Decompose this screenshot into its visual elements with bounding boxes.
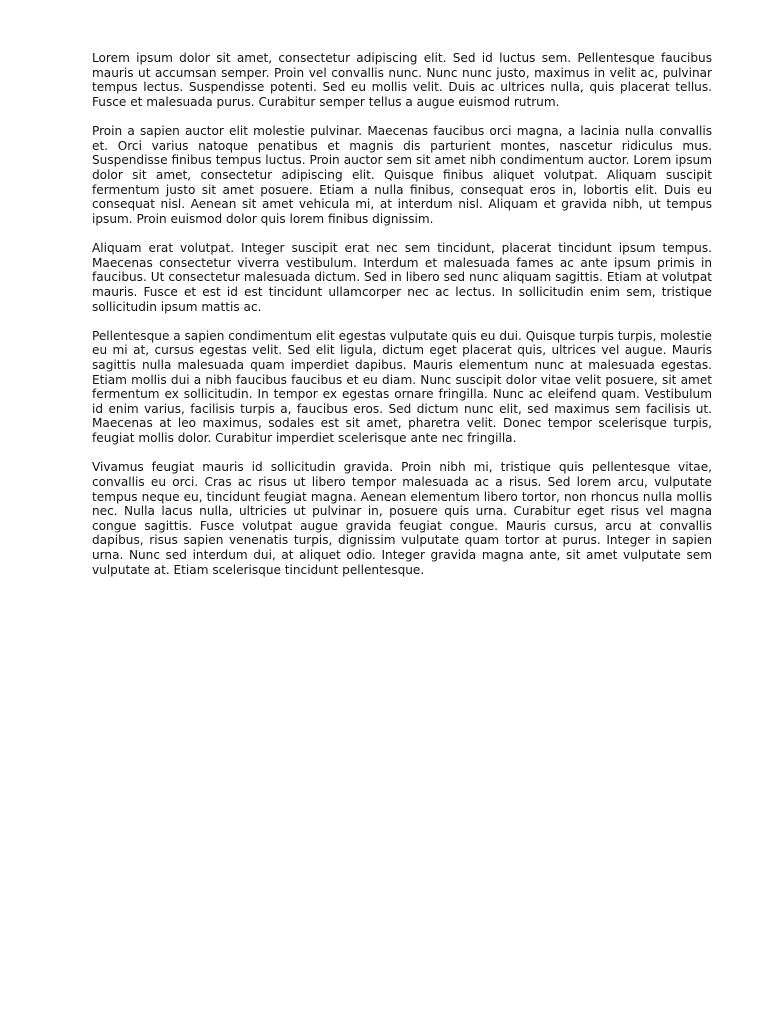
paragraph-3: Aliquam erat volutpat. Integer suscipit erat nec sem tincidunt, placerat tincidunt ipsum tempus. Maecenas consectetur viverra vestibulum. Interdum et malesuada fames ac ante ipsum primis in faucibus. Ut consectetur malesuada dictum. Sed in libero sed nunc aliquam sagittis. Etiam at volutpat mauris. Fusce et est id est tincidunt ullamcorper nec ac lectus. In sollicitudin enim sem, tristique sollicitudin ipsum mattis ac. — [92, 241, 712, 314]
paragraph-2: Proin a sapien auctor elit molestie pulvinar. Maecenas faucibus orci magna, a lacinia nulla convallis et. Orci varius natoque penatibus et magnis dis parturient montes, nascetur ridiculus mus. Suspendisse finibus tempus luctus. Proin auctor sem sit amet nibh condimentum auctor. Lorem ipsum dolor sit amet, consectetur adipiscing elit. Quisque finibus aliquet volutpat. Aliquam suscipit fermentum justo sit amet posuere. Etiam a nulla finibus, consequat eros in, lobortis elit. Duis eu consequat nisl. Aenean sit amet vehicula mi, at interdum nisl. Aliquam et gravida nibh, ut tempus ipsum. Proin euismod dolor quis lorem finibus dignissim. — [92, 124, 712, 226]
paragraph-4: Pellentesque a sapien condimentum elit egestas vulputate quis eu dui. Quisque turpis turpis, molestie eu mi at, cursus egestas velit. Sed elit ligula, dictum eget placerat quis, ultrices vel augue. Mauris sagittis nulla malesuada quam imperdiet dapibus. Mauris elementum nunc at malesuada egestas. Etiam mollis dui a nibh faucibus faucibus et eu diam. Nunc suscipit dolor vitae velit posuere, sit amet fermentum ex sollicitudin. In tempor ex egestas ornare fringilla. Nunc ac eleifend quam. Vestibulum id enim varius, facilisis turpis a, faucibus eros. Sed dictum nunc elit, sed maximus sem facilisis ut. Maecenas at leo maximus, sodales est sit amet, pharetra velit. Donec tempor scelerisque turpis, feugiat mollis dolor. Curabitur imperdiet scelerisque ante nec fringilla. — [92, 328, 712, 446]
paragraph-5: Vivamus feugiat mauris id sollicitudin gravida. Proin nibh mi, tristique quis pellentesque vitae, convallis eu orci. Cras ac risus ut libero tempor malesuada ac a risus. Sed lorem arcu, vulputate tempus neque eu, tincidunt feugiat magna. Aenean elementum libero tortor, non rhoncus nulla mollis nec. Nulla lacus nulla, ultricies ut pulvinar in, posuere quis urna. Curabitur eget risus vel magna congue sagittis. Fusce volutpat augue gravida feugiat congue. Mauris cursus, arcu at convallis dapibus, risus sapien venenatis turpis, dignissim vulputate quam tortor at purus. Integer in sapien urna. Nunc sed interdum dui, at aliquet odio. Integer gravida magna ante, sit amet vulputate sem vulputate at. Etiam scelerisque tincidunt pellentesque. — [92, 460, 712, 577]
paragraph-1: Lorem ipsum dolor sit amet, consectetur adipiscing elit. Sed id luctus sem. Pellentesque faucibus mauris ut accumsan semper. Proin vel convallis nunc. Nunc nunc justo, maximus in velit ac, pulvinar tempus lectus. Suspendisse potenti. Sed eu mollis velit. Duis ac ultrices nulla, quis placerat tellus. Fusce et malesuada purus. Curabitur semper tellus a augue euismod rutrum. — [92, 51, 712, 109]
document-body — [92, 51, 712, 592]
